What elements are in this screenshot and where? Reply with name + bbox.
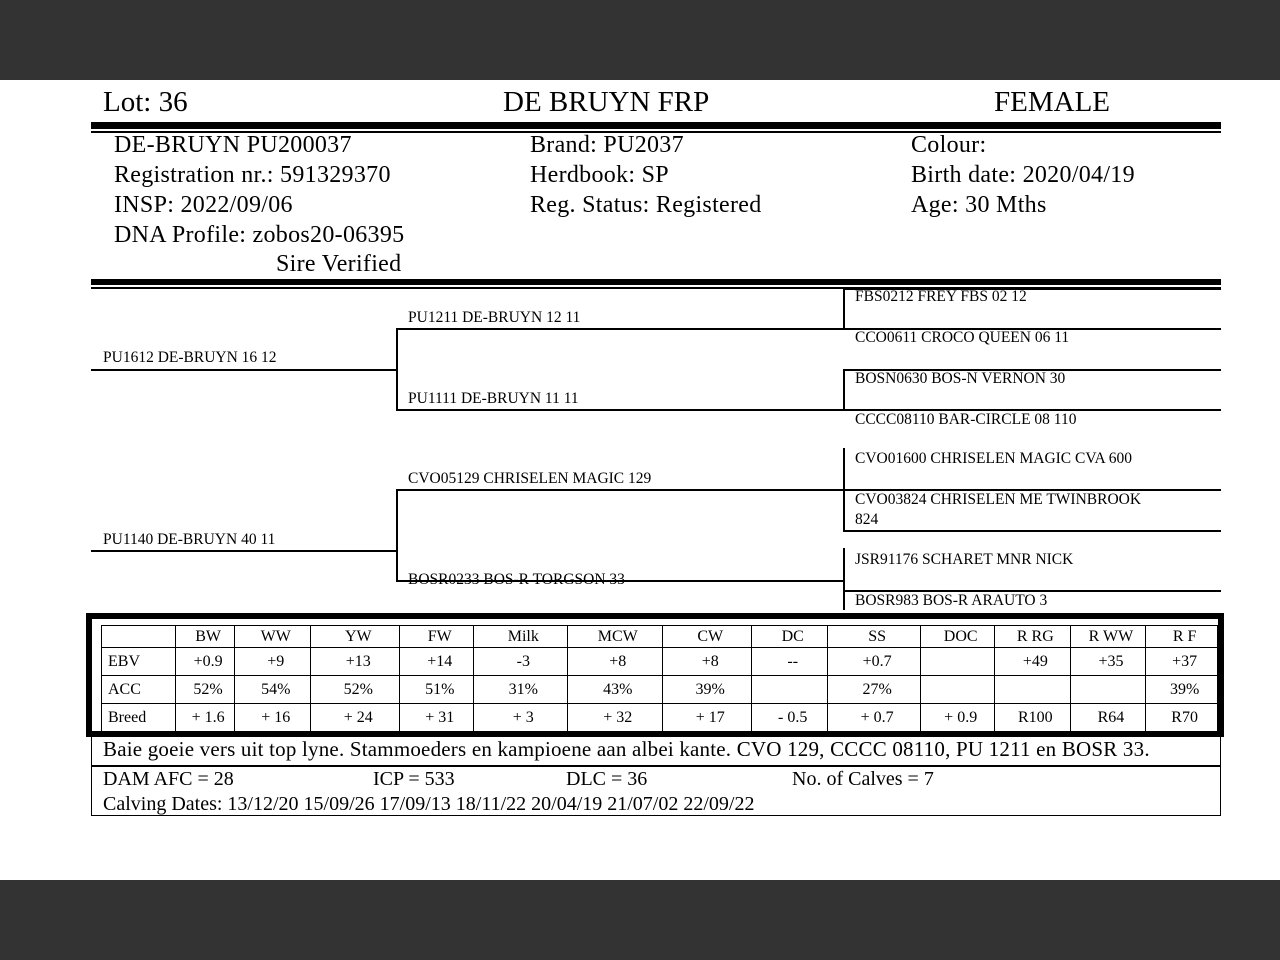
ebv-cell: + 1.6 (175, 704, 235, 732)
pedigree-line-ss (396, 328, 844, 330)
ebv-cell (921, 676, 995, 704)
ebv-header-cell: R WW (1070, 626, 1146, 648)
pedigree-line-dsd (843, 530, 1221, 532)
pedigree-dsd: CVO03824 CHRISELEN ME TWINBROOK (855, 491, 1142, 508)
registration-status: Reg. Status: Registered (530, 192, 762, 218)
pedigree-sdd: CCCC08110 BAR-CIRCLE 08 110 (855, 411, 1077, 428)
dam-dlc: DLC = 36 (566, 768, 648, 790)
pedigree-line-sire (91, 369, 397, 371)
pedigree-ddd: BOSR983 BOS-R ARAUTO 3 (855, 592, 1048, 609)
ebv-cell: +49 (995, 648, 1071, 676)
sire-verified: Sire Verified (276, 251, 402, 277)
ebv-cell: + 31 (400, 704, 474, 732)
pedigree-sss: FBS0212 FREY FBS 02 12 (855, 288, 1027, 305)
age: Age: 30 Mths (911, 192, 1047, 218)
ebv-cell: 39% (1146, 676, 1218, 704)
colour: Colour: (911, 132, 987, 158)
pedigree-vline-sire (396, 328, 398, 410)
dam-icp: ICP = 533 (373, 768, 455, 790)
ebv-cell: +13 (311, 648, 400, 676)
pedigree-dsd-cont: 824 (855, 511, 879, 528)
pedigree-ssd: CCO0611 CROCO QUEEN 06 11 (855, 329, 1070, 346)
dam-number-of-calves: No. of Calves = 7 (792, 768, 934, 790)
registration-number: Registration nr.: 591329370 (114, 162, 391, 188)
animal-sex: FEMALE (994, 86, 1110, 118)
ebv-cell: +35 (1070, 648, 1146, 676)
ebv-table (101, 625, 1218, 732)
ebv-cell: -3 (474, 648, 567, 676)
ebv-header-cell: BW (175, 626, 235, 648)
ebv-cell: 43% (567, 676, 662, 704)
ebv-header-cell: DC (752, 626, 828, 648)
ebv-cell: + 0.9 (921, 704, 995, 732)
pedigree-dds: JSR91176 SCHARET MNR NICK (855, 551, 1074, 568)
pedigree-sire-dam: PU1111 DE-BRUYN 11 11 (408, 390, 579, 407)
ebv-row-label: Breed (102, 704, 176, 732)
ebv-row (102, 704, 1218, 732)
ebv-cell: +0.9 (175, 648, 235, 676)
ebv-cell: +14 (400, 648, 474, 676)
ebv-cell: R70 (1146, 704, 1218, 732)
ebv-cell: 52% (311, 676, 400, 704)
ebv-cell: 52% (175, 676, 235, 704)
ebv-header-cell: DOC (921, 626, 995, 648)
ebv-header-cell: FW (400, 626, 474, 648)
birth-date: Birth date: 2020/04/19 (911, 162, 1135, 188)
ebv-cell: 39% (663, 676, 752, 704)
pedigree-vline-sds (843, 370, 845, 409)
dam-calving-dates: Calving Dates: 13/12/20 15/09/26 17/09/13 18/11/22 20/04/19 21/07/02 22/09/22 (103, 793, 755, 815)
ebv-header-row (102, 626, 1218, 648)
ebv-header-cell: MCW (567, 626, 662, 648)
lot-document (0, 80, 1280, 880)
pedigree-sds: BOSN0630 BOS-N VERNON 30 (855, 370, 1066, 387)
animal-name: DE-BRUYN PU200037 (114, 132, 352, 158)
ebv-cell: +8 (567, 648, 662, 676)
ebv-cell: R100 (995, 704, 1071, 732)
ebv-row (102, 676, 1218, 704)
breeder-name: DE BRUYN FRP (503, 86, 710, 118)
pedigree-dam-sire: CVO05129 CHRISELEN MAGIC 129 (408, 470, 652, 487)
pedigree-sire-sire: PU1211 DE-BRUYN 12 11 (408, 309, 581, 326)
ebv-cell (1070, 676, 1146, 704)
ebv-cell: +8 (663, 648, 752, 676)
ebv-header-cell (102, 626, 176, 648)
ebv-cell: 31% (474, 676, 567, 704)
ebv-row-label: EBV (102, 648, 176, 676)
ebv-cell: R64 (1070, 704, 1146, 732)
ebv-cell: + 0.7 (827, 704, 920, 732)
ebv-header-cell: Milk (474, 626, 567, 648)
ebv-cell: + 3 (474, 704, 567, 732)
ebv-row-label: ACC (102, 676, 176, 704)
ebv-cell: + 17 (663, 704, 752, 732)
header-rule-thick (91, 122, 1221, 129)
pedigree-vline-dam (396, 489, 398, 581)
pedigree-sire: PU1612 DE-BRUYN 16 12 (103, 349, 277, 366)
ebv-cell: - 0.5 (752, 704, 828, 732)
ebv-header-cell: YW (311, 626, 400, 648)
pedigree-dam-dam: BOSR0233 BOS-R TORGSON 33 (408, 571, 625, 588)
info-rule-thick (91, 279, 1221, 285)
ebv-cell: + 16 (235, 704, 311, 732)
inspection-date: INSP: 2022/09/06 (114, 192, 293, 218)
ebv-cell (752, 676, 828, 704)
ebv-row (102, 648, 1218, 676)
ebv-cell: 54% (235, 676, 311, 704)
comment-text: Baie goeie vers uit top lyne. Stammoeders en kampioene aan albei kante. CVO 129, CCCC 08110, PU 1211 en BOSR 33. (103, 737, 1150, 761)
pedigree-vline-sss (843, 289, 845, 328)
pedigree-line-ds (396, 489, 844, 491)
ebv-cell: + 24 (311, 704, 400, 732)
dna-profile: DNA Profile: zobos20-06395 (114, 222, 405, 248)
ebv-header-cell: R F (1146, 626, 1218, 648)
brand: Brand: PU2037 (530, 132, 684, 158)
herdbook: Herdbook: SP (530, 162, 669, 188)
ebv-cell: +9 (235, 648, 311, 676)
ebv-cell (921, 648, 995, 676)
ebv-cell: +0.7 (827, 648, 920, 676)
ebv-header-cell: CW (663, 626, 752, 648)
ebv-cell: 27% (827, 676, 920, 704)
pedigree-dss: CVO01600 CHRISELEN MAGIC CVA 600 (855, 450, 1133, 467)
ebv-cell: +37 (1146, 648, 1218, 676)
pedigree-dam: PU1140 DE-BRUYN 40 11 (103, 531, 276, 548)
ebv-header-cell: SS (827, 626, 920, 648)
top-letterbox-bar (0, 0, 1280, 80)
ebv-cell (995, 676, 1071, 704)
lot-number: Lot: 36 (103, 86, 188, 118)
dam-afc: DAM AFC = 28 (103, 768, 234, 790)
ebv-cell: 51% (400, 676, 474, 704)
ebv-box (86, 613, 1224, 737)
ebv-cell: -- (752, 648, 828, 676)
ebv-cell: + 32 (567, 704, 662, 732)
bottom-letterbox-bar (0, 880, 1280, 960)
pedigree-vline-dds (843, 548, 845, 610)
pedigree-line-dam (91, 550, 397, 552)
ebv-header-cell: WW (235, 626, 311, 648)
comment-divider (91, 765, 1221, 767)
ebv-header-cell: R RG (995, 626, 1071, 648)
pedigree-line-sd (396, 409, 844, 411)
